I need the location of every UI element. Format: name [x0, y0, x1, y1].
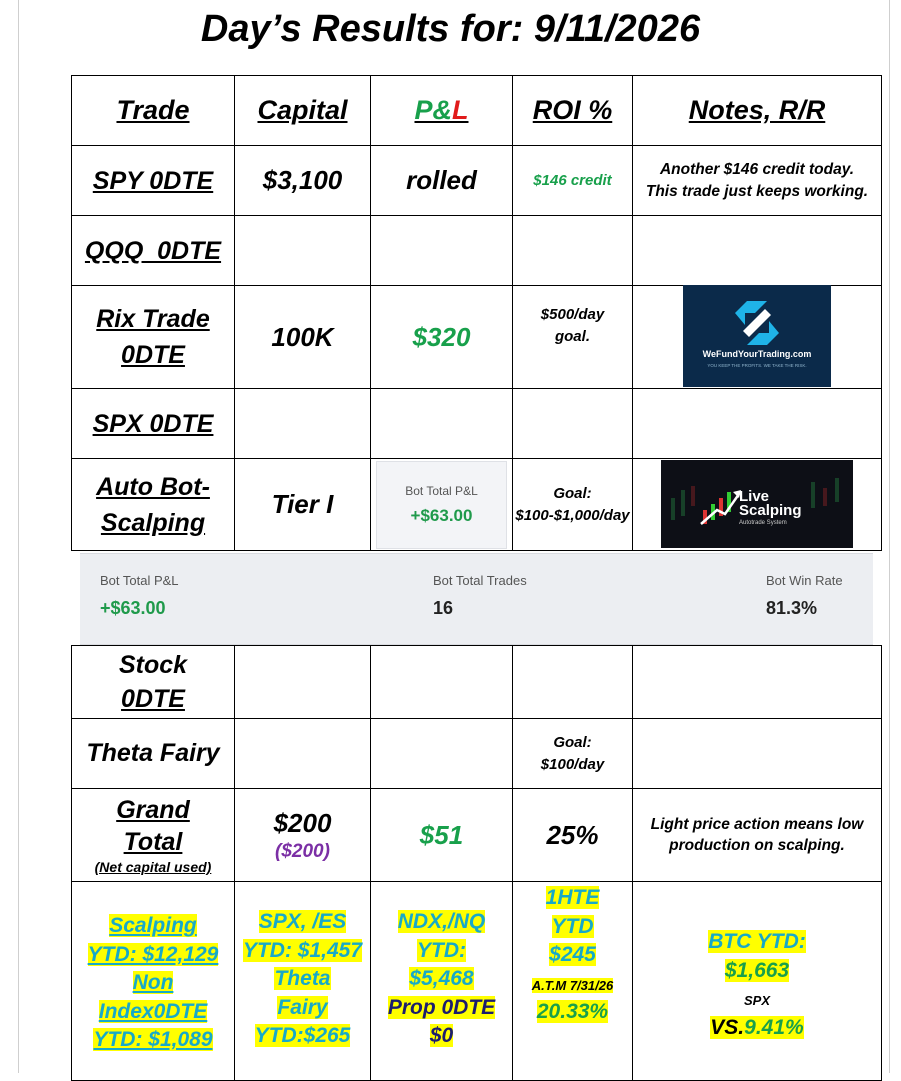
trade-stock-line1: Stock — [118, 651, 188, 679]
ytd-c1-l1: Scalping — [109, 914, 197, 937]
notes-grand-total: Light price action means low production on scalping. — [632, 788, 882, 882]
ytd-ndx-prop — [370, 881, 513, 1081]
ytd-c5-l4a: VS. — [710, 1015, 745, 1039]
bot-panel-pnl-value: +$63.00 — [100, 598, 166, 618]
trade-rix-line2: 0DTE — [121, 341, 185, 369]
capital-spy: $3,100 — [234, 145, 371, 216]
ytd-c1-l3: Non — [132, 971, 174, 994]
capital-qqq — [234, 215, 371, 286]
wefund-logo-tagline: YOU KEEP THE PROFITS. WE TAKE THE RISK. — [707, 363, 807, 368]
bot-panel-trades-value: 16 — [433, 598, 454, 618]
bot-panel-winrate-label: Bot Win Rate — [766, 573, 843, 588]
ytd-c2-l4: Fairy — [277, 995, 328, 1019]
ytd-c5-l3: SPX — [743, 993, 770, 1008]
capital-grand-total — [234, 788, 371, 882]
ytd-btc-spx — [632, 881, 882, 1081]
header-roi: ROI % — [512, 75, 633, 146]
roi-grand-total: 25% — [512, 788, 633, 882]
roi-theta: Goal: $100/day — [512, 718, 633, 789]
trade-qqq: QQQ 0DTE — [71, 215, 235, 286]
ytd-c1-l4: Index0DTE — [98, 999, 208, 1023]
bot-pnl-card — [376, 461, 507, 549]
ytd-c3-l4: Prop 0DTE — [387, 995, 496, 1019]
ytd-c1-l5: YTD: $1,089 — [93, 1028, 213, 1051]
ytd-c4-l4: A.T.M 7/31/26 — [531, 977, 614, 993]
bot-panel-trades-label: Bot Total Trades — [433, 573, 527, 588]
bot-panel-winrate-value: 81.3% — [766, 598, 818, 618]
roi-spx — [512, 388, 633, 459]
capital-auto-bot: Tier I — [234, 458, 371, 551]
pnl-grand-total: $51 — [370, 788, 513, 882]
roi-qqq — [512, 215, 633, 286]
notes-spx — [632, 388, 882, 459]
capital-grand-total-sub: ($200) — [275, 840, 330, 862]
ytd-c1-l2: YTD: $12,129 — [87, 942, 219, 966]
bot-stats-panel — [80, 553, 873, 645]
pnl-qqq — [370, 215, 513, 286]
ytd-c5-l4b: 9.41% — [744, 1015, 804, 1039]
trade-stock — [71, 645, 235, 719]
trade-theta: Theta Fairy — [71, 718, 235, 789]
pnl-spx — [370, 388, 513, 459]
table-row-grand-total — [71, 788, 882, 882]
table-row-spy — [71, 145, 882, 216]
ytd-1hte — [512, 881, 633, 1081]
wefund-logo-mark-icon — [683, 285, 831, 387]
header-capital: Capital — [234, 75, 371, 146]
notes-stock — [632, 645, 882, 719]
page-edge-right — [889, 0, 890, 1073]
wefund-logo-title: WeFundYourTrading.com — [702, 349, 812, 359]
ytd-scalping — [71, 881, 235, 1081]
pnl-spy: rolled — [370, 145, 513, 216]
ytd-c4-l1: 1HTE — [545, 886, 600, 909]
capital-stock — [234, 645, 371, 719]
trade-auto-line2: Scalping — [100, 508, 206, 537]
notes-spy: Another $146 credit today. This trade just keeps working. — [632, 145, 882, 216]
ytd-c5-l2: $1,663 — [724, 958, 790, 982]
header-pnl-p: P& — [414, 95, 452, 125]
roi-spy: $146 credit — [512, 145, 633, 216]
ytd-c3-l2: YTD: — [416, 938, 466, 962]
grand-total-note: (Net capital used) — [94, 859, 212, 875]
header-notes: Notes, R/R — [632, 75, 882, 146]
table-row-ytd — [71, 881, 882, 1081]
capital-rix: 100K — [234, 285, 371, 389]
trade-auto-line1: Auto Bot- — [96, 472, 210, 501]
grand-total-line2: Total — [123, 828, 183, 856]
table-row-stock — [71, 645, 882, 719]
grand-total-line1: Grand — [116, 796, 190, 824]
ytd-c3-l5: $0 — [429, 1024, 454, 1047]
live-scalping-logo — [661, 460, 853, 548]
header-trade: Trade — [71, 75, 235, 146]
page-title: Day’s Results for: 9/11/2026 — [200, 8, 701, 50]
table-row-spx — [71, 388, 882, 459]
live-logo-line2: Scalping — [739, 502, 802, 519]
header-pnl-l: L — [452, 95, 469, 125]
trade-rix-line1: Rix Trade — [96, 305, 210, 333]
page-edge-left — [18, 0, 19, 1073]
pnl-theta — [370, 718, 513, 789]
trade-auto-bot — [71, 458, 235, 551]
trade-spy: SPY 0DTE — [71, 145, 235, 216]
trade-rix — [71, 285, 235, 389]
capital-theta — [234, 718, 371, 789]
trade-spx: SPX 0DTE — [71, 388, 235, 459]
table-row-qqq — [71, 215, 882, 286]
header-pnl — [370, 75, 513, 146]
live-logo-line1: Live — [739, 488, 770, 505]
ytd-c2-l3: Theta — [274, 967, 331, 990]
trade-stock-line2: 0DTE — [121, 685, 185, 713]
table-header-row — [71, 75, 882, 146]
capital-grand-total-value: $200 — [273, 807, 332, 838]
pnl-auto-bot — [370, 458, 513, 551]
ytd-spx-theta — [234, 881, 371, 1081]
notes-qqq — [632, 215, 882, 286]
capital-spx — [234, 388, 371, 459]
ytd-c2-l2: YTD: $1,457 — [242, 938, 363, 962]
bot-pnl-card-label: Bot Total P&L — [405, 483, 478, 498]
live-logo-line3: Autotrade System — [739, 520, 787, 526]
roi-auto-bot: Goal: $100-$1,000/day — [512, 458, 633, 551]
notes-theta — [632, 718, 882, 789]
pnl-rix: $320 — [370, 285, 513, 389]
roi-stock — [512, 645, 633, 719]
ytd-c4-l2: YTD — [551, 914, 594, 938]
ytd-c3-l3: $5,468 — [409, 967, 474, 990]
ytd-c2-l1: SPX, /ES — [258, 910, 347, 933]
pnl-stock — [370, 645, 513, 719]
trade-grand-total — [71, 788, 235, 882]
bot-panel-pnl-label: Bot Total P&L — [100, 573, 179, 588]
ytd-c2-l5: YTD:$265 — [254, 1024, 351, 1047]
ytd-c5-l1: BTC YTD: — [708, 930, 806, 953]
wefundyourtrading-logo — [683, 285, 831, 387]
table-row-theta — [71, 718, 882, 789]
ytd-c4-l3: $245 — [549, 943, 596, 966]
ytd-c4-l5: 20.33% — [536, 1000, 609, 1023]
roi-rix: $500/day goal. — [512, 285, 633, 389]
bot-pnl-card-value: +$63.00 — [410, 505, 473, 525]
ytd-c3-l1: NDX,/NQ — [397, 910, 486, 933]
